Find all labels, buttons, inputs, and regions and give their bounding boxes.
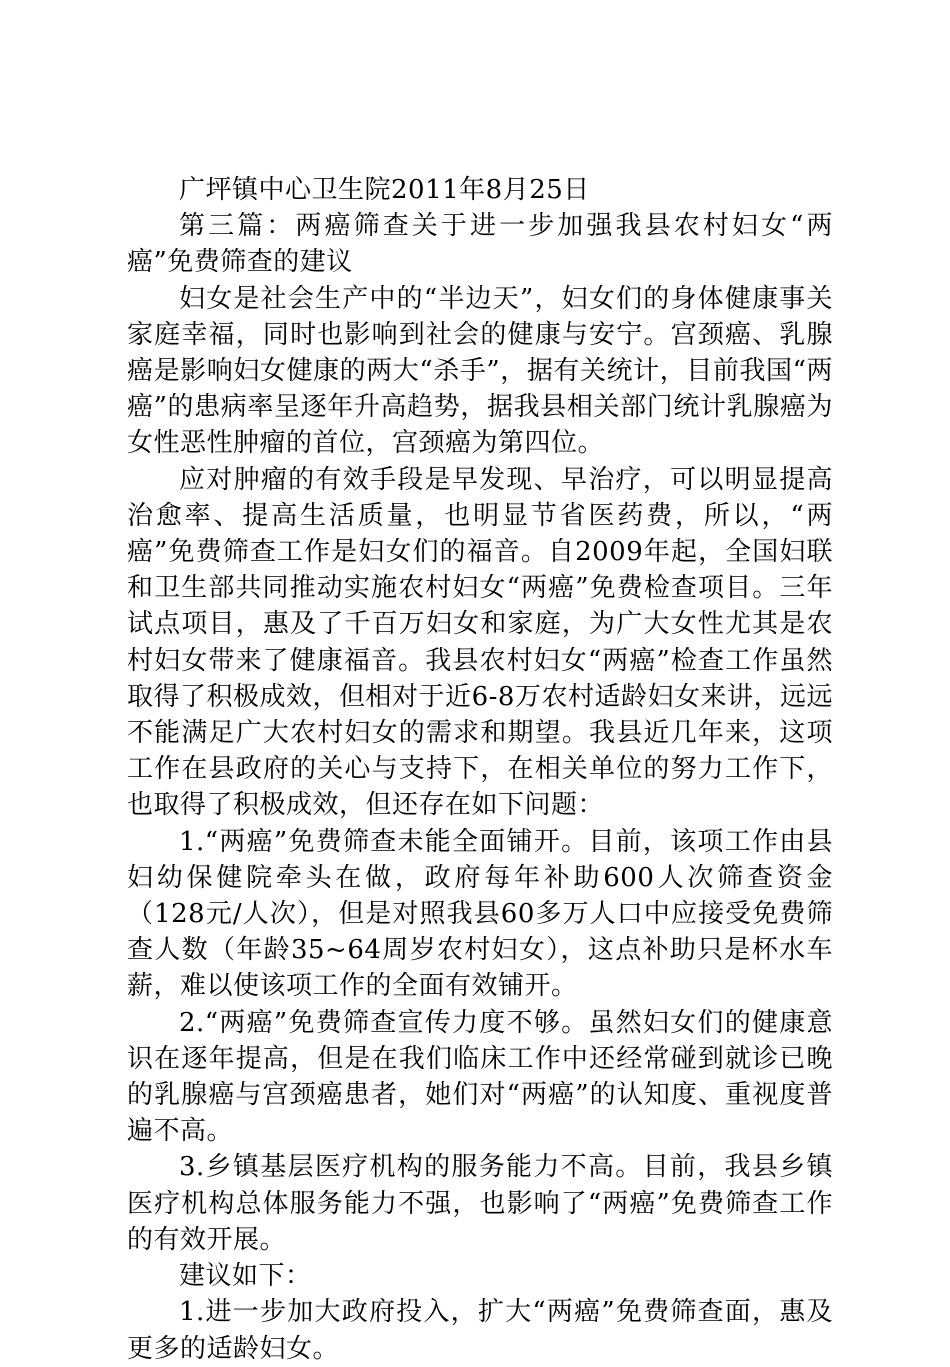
problem-item-2: 2.“两癌”免费筛查宣传力度不够。虽然妇女们的健康意识在逐年提高，但是在我们临床工作中还经常碰到就诊已晚的乳腺癌与宫颈癌患者，她们对“两癌”的认知度、重视度普遍不高。 — [127, 1007, 833, 1147]
suggestions-heading: 建议如下： — [179, 1261, 312, 1292]
body-paragraph-intro: 妇女是社会生产中的“半边天”，妇女们的身体健康事关家庭幸福，同时也影响到社会的健康与安宁。宫颈癌、乳腺癌是影响妇女健康的两大“杀手”，据有关统计，目前我国“两癌”的患病率呈逐年升高趋势，据我县相关部门统计乳腺癌为女性恶性肿瘤的首位，宫颈癌为第四位。 — [127, 283, 833, 459]
problem-item-3: 3.乡镇基层医疗机构的服务能力不高。目前，我县乡镇医疗机构总体服务能力不强，也影响了“两癌”免费筛查工作的有效开展。 — [127, 1152, 833, 1255]
section-title: 第三篇：两癌筛查关于进一步加强我县农村妇女“两癌”免费筛查的建议 — [127, 211, 833, 278]
document-body — [127, 172, 833, 1367]
body-paragraph-background: 应对肿瘤的有效手段是早发现、早治疗，可以明显提高治愈率、提高生活质量，也明显节省医药费，所以，“两癌”免费筛查工作是妇女们的福音。自2009年起，全国妇联和卫生部共同推动实施农村妇女“两癌”免费检查项目。三年试点项目，惠及了千百万妇女和家庭，为广大女性尤其是农村妇女带来了健康福音。我县农村妇女“两癌”检查工作虽然取得了积极成效，但相对于近6-8万农村适龄妇女来讲，远远不能满足广大农村妇女的需求和期望。我县近几年来，这项工作在县政府的关心与支持下，在相关单位的努力工作下，也取得了积极成效，但还存在如下问题： — [127, 464, 833, 821]
suggestion-item-1: 1.进一步加大政府投入，扩大“两癌”免费筛查面，惠及更多的适龄妇女。 — [127, 1297, 833, 1364]
problem-item-1: 1.“两癌”免费筛查未能全面铺开。目前，该项工作由县妇幼保健院牵头在做，政府每年补助600人次筛查资金（128元/人次），但是对照我县60多万人口中应接受免费筛查人数（年龄35~64周岁农村妇女），这点补助只是杯水车薪，难以使该项工作的全面有效铺开。 — [127, 826, 833, 1002]
signature-date-line: 广坪镇中心卫生院2011年8月25日 — [179, 175, 590, 205]
